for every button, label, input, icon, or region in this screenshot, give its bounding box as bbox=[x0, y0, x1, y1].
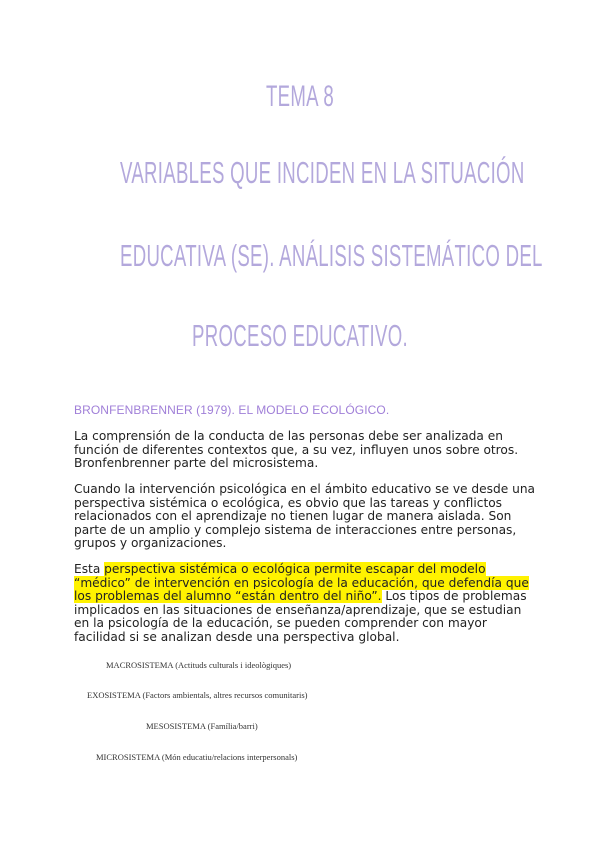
diagram-microsistema: MICROSISTEMA (Món educatiu/relacions interpersonals) bbox=[96, 752, 298, 762]
paragraph-1: La comprensión de la conducta de las personas debe ser analizada en función de diferentes contextos que, a su vez, influyen unos sobre otros. Bronfenbrenner parte del microsistema. bbox=[74, 429, 519, 471]
paragraph-2: Cuando la intervención psicológica en el ámbito educativo se ve desde una perspectiva sistémica o ecológica, es obvio que las tareas y conflictos relacionados con el aprendizaje no tienen lugar de manera aislada. Son parte de un amplio y complejo sistema de interacciones entre personas, grupos y organizaciones. bbox=[74, 482, 536, 551]
paragraph-3-highlight: perspectiva sistémica o ecológica permite escapar del modelo “médico” de intervención en psicología de la educación, que defendía que los problemas del alumno “están dentro del niño”. bbox=[74, 562, 529, 604]
diagram-mesosistema: MESOSISTEMA (Família/barri) bbox=[146, 721, 258, 731]
diagram-exosistema: EXOSISTEMA (Factors ambientals, altres recursos comunitaris) bbox=[87, 690, 308, 700]
title-line-1: TEMA 8 bbox=[265, 80, 335, 113]
paragraph-3-end: Los tipos de problemas implicados en las situaciones de enseñanza/aprendizaje, que se estudian en la psicología de la educación, se pueden comprender con mayor facilidad si se analizan desde una perspectiva global. bbox=[74, 589, 527, 644]
title-line-2: VARIABLES QUE INCIDEN EN LA SITUACIÓN bbox=[120, 155, 525, 190]
paragraph-3-start: Esta bbox=[74, 562, 105, 576]
title-line-3: EDUCATIVA (SE). ANÁLISIS SISTEMÁTICO DEL bbox=[120, 238, 543, 273]
section-heading: BRONFENBRENNER (1979). EL MODELO ECOLÓGICO. bbox=[74, 403, 390, 417]
title-line-4: PROCESO EDUCATIVO. bbox=[192, 318, 408, 353]
paragraph-3 bbox=[74, 563, 539, 645]
diagram-macrosistema: MACROSISTEMA (Actituds culturals i ideològiques) bbox=[106, 660, 292, 670]
